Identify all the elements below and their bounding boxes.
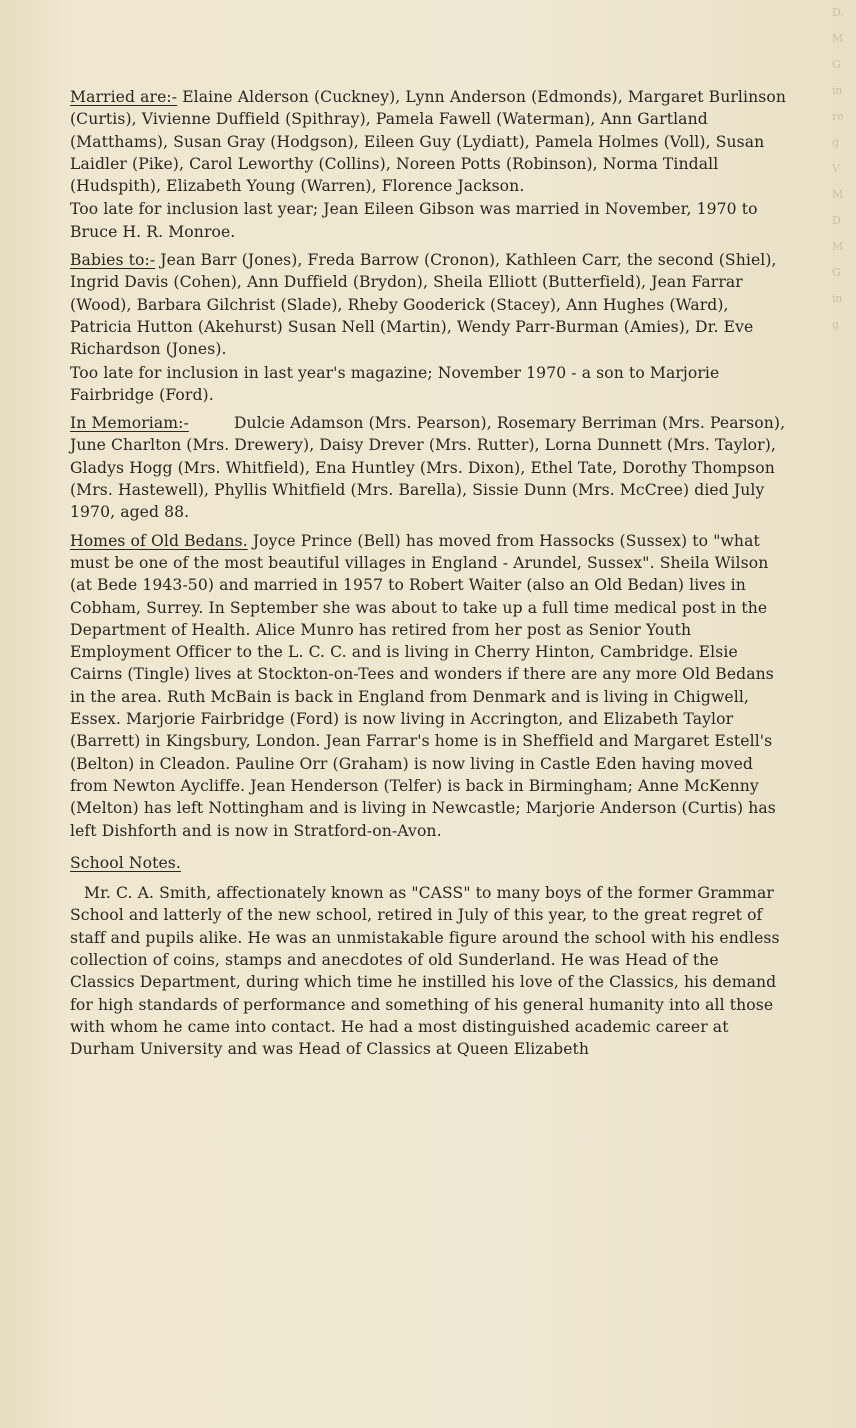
memoriam-heading: In Memoriam:- [70, 414, 189, 433]
school-notes-heading: School Notes. [70, 853, 181, 872]
babies-section [70, 249, 788, 360]
school-notes-text: Mr. C. A. Smith, affectionately known as "CASS" to many boys of the former Grammar School and latterly of the new school, retired in July of this year, to the great regret of staff and pupils alike. He was an unmistakable figure around the school with his endless collection of coins, stamps and anecdotes of old Sunderland. He was Head of the Classics Department, during which time he instilled his love of the Classics, his demand for high standards of performance and something of his general humanity into all those with whom he came into contact. He had a most distinguished academic career at Durham University and was Head of Classics at Queen Elizabeth [70, 884, 780, 1059]
homes-heading: Homes of Old Bedans. [70, 531, 248, 550]
married-text: Elaine Alderson (Cuckney), Lynn Anderson (Edmonds), Margaret Burlinson (Curtis), Vivienne Duffield (Spithray), Pamela Fawell (Waterman), Ann Gartland (Matthams), Susan Gray (Hodgson), Eileen Guy (Lydiatt), Pamela Holmes (Voll), Susan Laidler (Pike), Carol Leworthy (Collins), Noreen Potts (Robinson), Norma Tindall (Hudspith), Elizabeth Young (Warren), Florence Jackson. [70, 88, 786, 196]
bleed-through-text: D. M G in re g V M D M G in g [832, 6, 844, 331]
babies-late-note: Too late for inclusion in last year's magazine; November 1970 - a son to Marjorie Fairbridge (Ford). [70, 363, 720, 404]
memoriam-section [70, 412, 788, 523]
memoriam-text: Dulcie Adamson (Mrs. Pearson), Rosemary Berriman (Mrs. Pearson), June Charlton (Mrs. Drewery), Daisy Drever (Mrs. Rutter), Lorna Dunnett (Mrs. Taylor), Gladys Hogg (Mrs. Whitfield), Ena Huntley (Mrs. Dixon), Ethel Tate, Dorothy Thompson (Mrs. Hastewell), Phyllis Whitfield (Mrs. Barella), Sissie Dunn (Mrs. McCree) died July 1970, aged 88. [70, 414, 786, 522]
document-body [70, 86, 788, 1061]
babies-text: Jean Barr (Jones), Freda Barrow (Cronon), Kathleen Carr, the second (Shiel), Ingrid Davis (Cohen), Ann Duffield (Brydon), Sheila Elliott (Butterfield), Jean Farrar (Wood), Barbara Gilchrist (Slade), Rheby Gooderick (Stacey), Ann Hughes (Ward), Patricia Hutton (Akehurst) Susan Nell (Martin), Wendy Parr-Burman (Amies), Dr. Eve Richardson (Jones). [70, 251, 777, 359]
married-heading: Married are:- [70, 88, 178, 106]
married-section [70, 86, 788, 197]
school-notes-section [70, 852, 788, 1061]
babies-heading: Babies to:- [70, 251, 156, 270]
homes-section [70, 530, 788, 842]
homes-text: Joyce Prince (Bell) has moved from Hassocks (Sussex) to "what must be one of the most beautiful villages in England - Arundel, Sussex". Sheila Wilson (at Bede 1943-50) and married in 1957 to Robert Waiter (also an Old Bedan) lives in Cobham, Surrey. In September she was about to take up a full time medical post in the Department of Health. Alice Munro has retired from her post as Senior Youth Employment Officer to the L. C. C. and is living in Cherry Hinton, Cambridge. Elsie Cairns (Tingle) lives at Stockton-on-Tees and wonders if there are any more Old Bedans in the area. Ruth McBain is back in England from Denmark and is living in Chigwell, Essex. Marjorie Fairbridge (Ford) is now living in Accrington, and Elizabeth Taylor (Barrett) in Kingsbury, London. Jean Farrar's home is in Sheffield and Margaret Estell's (Belton) in Cleadon. Pauline Orr (Graham) is now living in Castle Eden having moved from Newton Aycliffe. Jean Henderson (Telfer) is back in Birmingham; Anne McKenny (Melton) has left Nottingham and is living in Newcastle; Marjorie Anderson (Curtis) has left Dishforth and is now in Stratford-on-Avon. [70, 531, 776, 840]
married-late-note: Too late for inclusion last year; Jean Eileen Gibson was married in November, 1970 to Bruce H. R. Monroe. [70, 200, 758, 241]
